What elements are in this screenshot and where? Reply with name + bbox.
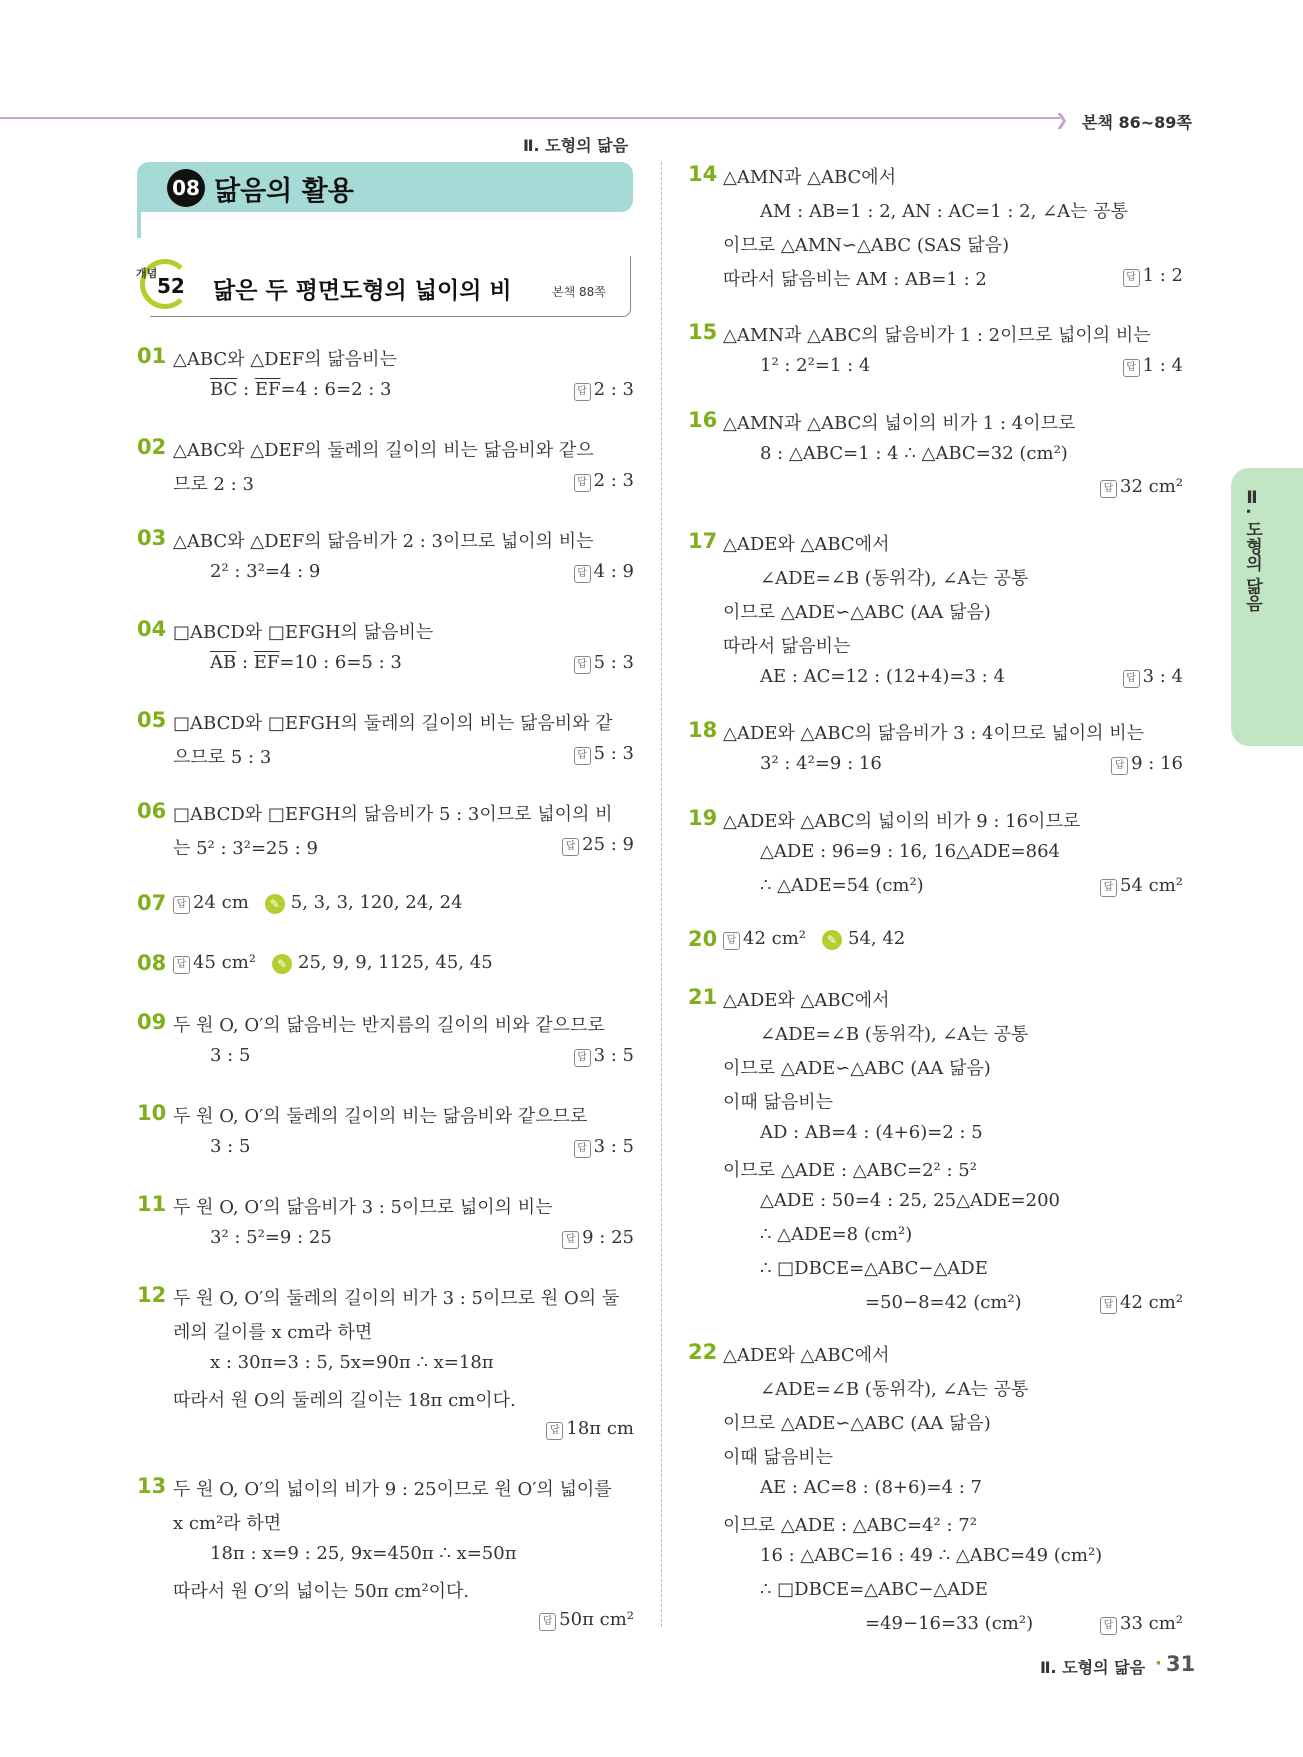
answer <box>1123 355 1183 377</box>
answer-with-work <box>173 952 493 974</box>
problem-text: 16 : △ABC=16 : 49 ∴ △ABC=49 (cm²) <box>760 1545 1103 1566</box>
problem-text: △AMN과 △ABC의 닮음비가 1 : 2이므로 넓이의 비는 <box>723 325 1151 346</box>
work-values: 54, 42 <box>848 928 906 949</box>
problem-text: ∴ □DBCE=△ABC−△ADE <box>760 1258 988 1279</box>
problem-text: △ADE와 △ABC에서 <box>723 1345 890 1366</box>
problem-text: 는 5² : 3²=25 : 9 <box>173 838 318 859</box>
answer-icon: 답 <box>1111 757 1128 775</box>
problem-number: 10 <box>137 1101 167 1125</box>
answer-icon: 답 <box>1123 359 1140 377</box>
problem-text: △ADE와 △ABC에서 <box>723 534 890 555</box>
answer <box>1111 753 1183 775</box>
problem-text: 두 원 O, O′의 닮음비는 반지름의 길이의 비와 같으므로 <box>173 1015 605 1036</box>
problem-number: 09 <box>137 1010 167 1034</box>
problem-text: △ADE : 96=9 : 16, 16△ADE=864 <box>760 841 1060 862</box>
problem-text: 두 원 O, O′의 넓이의 비가 9 : 25이므로 원 O′의 넓이를 <box>173 1479 612 1500</box>
problem-text: △ADE와 △ABC에서 <box>723 990 890 1011</box>
segment-label: $\overline{EF}$ <box>254 379 281 400</box>
answer-value: 1 : 4 <box>1142 355 1183 376</box>
problem-number: 03 <box>137 526 167 550</box>
answer <box>1100 875 1183 897</box>
section-title: 닮음의 활용 <box>214 176 354 207</box>
problem-text: =49−16=33 (cm²) <box>865 1613 1034 1634</box>
problem-text: △ABC와 △DEF의 닮음비가 2 : 3이므로 넓이의 비는 <box>173 531 594 552</box>
problem-text: ∠ADE=∠B (동위각), ∠A는 공통 <box>760 1379 1029 1400</box>
problem-text: 따라서 닮음비는 AM : AB=1 : 2 <box>723 269 987 290</box>
problem-text: 3 : 5 <box>210 1136 251 1157</box>
chevron-right-icon: ❯ <box>1055 110 1069 129</box>
answer-value: 24 cm <box>193 892 249 913</box>
concept-page-reference: 본책 88쪽 <box>552 285 606 299</box>
problem-text: x cm²라 하면 <box>173 1513 282 1534</box>
problem-number: 20 <box>688 927 718 951</box>
answer-value: 1 : 2 <box>1142 265 1183 286</box>
problem-number: 11 <box>137 1192 167 1216</box>
problem-text: △ADE와 △ABC의 넓이의 비가 9 : 16이므로 <box>723 811 1081 832</box>
answer-value: 2 : 3 <box>593 379 634 400</box>
problem-text: AE : AC=12 : (12+4)=3 : 4 <box>760 666 1005 687</box>
problem-number: 21 <box>688 985 718 1009</box>
answer-value: 25 : 9 <box>582 834 634 855</box>
chapter-label: Ⅱ. 도형의 닮음 <box>523 136 629 155</box>
problem-number: 02 <box>137 435 167 459</box>
answer-icon: 답 <box>574 383 591 401</box>
answer-value: 9 : 16 <box>1131 753 1183 774</box>
problem-text: ∴ □DBCE=△ABC−△ADE <box>760 1579 988 1600</box>
answer-value: 3 : 5 <box>593 1136 634 1157</box>
answer-value: 50π cm² <box>559 1609 634 1630</box>
problem-text: 2² : 3²=4 : 9 <box>210 561 321 582</box>
answer-with-work <box>723 928 905 950</box>
problem-number: 22 <box>688 1340 718 1364</box>
answer-icon: 답 <box>1123 670 1140 688</box>
answer-icon: 답 <box>1100 1617 1117 1635</box>
answer-value: 54 cm² <box>1120 875 1183 896</box>
problem-text: △ABC와 △DEF의 둘레의 길이의 비는 닮음비와 같으 <box>173 440 594 461</box>
problem-text: ∴ △ADE=54 (cm²) <box>760 875 924 896</box>
answer-icon: 답 <box>1100 480 1117 498</box>
answer <box>1100 476 1183 498</box>
problem-text: 두 원 O, O′의 닮음비가 3 : 5이므로 넓이의 비는 <box>173 1197 553 1218</box>
answer-icon: 답 <box>173 896 190 914</box>
problem-text: △ADE : 50=4 : 25, 25△ADE=200 <box>760 1190 1060 1211</box>
footer-chapter: Ⅱ. 도형의 닮음 <box>1040 1658 1146 1677</box>
problem-number: 12 <box>137 1283 167 1307</box>
answer-value: 9 : 25 <box>582 1227 634 1248</box>
problem-number: 07 <box>137 891 167 915</box>
answer-value: 3 : 4 <box>1142 666 1183 687</box>
problem-number: 18 <box>688 718 718 742</box>
pencil-icon: ✎ <box>272 954 292 974</box>
answer <box>574 561 634 583</box>
problem-text <box>210 379 392 400</box>
footer-separator: · <box>1155 1653 1162 1674</box>
problem-text: 3 : 5 <box>210 1045 251 1066</box>
header-rule <box>0 117 1060 119</box>
answer <box>574 743 634 765</box>
problem-number: 01 <box>137 344 167 368</box>
page-number: 31 <box>1166 1652 1196 1676</box>
section-banner <box>137 162 633 212</box>
segment-label: $\overline{AB}$ <box>210 652 237 673</box>
answer-value: 42 cm² <box>1120 1292 1183 1313</box>
problem-text: =50−8=42 (cm²) <box>865 1292 1022 1313</box>
problem-text: ∠ADE=∠B (동위각), ∠A는 공통 <box>760 1024 1029 1045</box>
problem-text: 므로 2 : 3 <box>173 474 254 495</box>
answer-icon: 답 <box>574 474 591 492</box>
answer <box>1100 1292 1183 1314</box>
problem-text: 두 원 O, O′의 둘레의 길이의 비가 3 : 5이므로 원 O의 둘 <box>173 1288 620 1309</box>
answer <box>574 1045 634 1067</box>
problem-text: AM : AB=1 : 2, AN : AC=1 : 2, ∠A는 공통 <box>760 201 1129 222</box>
answer-value: 32 cm² <box>1120 476 1183 497</box>
answer-value: 33 cm² <box>1120 1613 1183 1634</box>
problem-text: 이때 닮음비는 <box>723 1447 834 1468</box>
problem-number: 17 <box>688 529 718 553</box>
pencil-icon: ✎ <box>822 930 842 950</box>
answer-value: 5 : 3 <box>593 743 634 764</box>
answer-icon: 답 <box>1123 269 1140 287</box>
problem-text <box>210 652 402 673</box>
problem-text: =4 : 6=2 : 3 <box>280 379 392 400</box>
answer-icon: 답 <box>562 838 579 856</box>
problem-text: 이므로 △ADE : △ABC=4² : 7² <box>723 1515 977 1536</box>
problem-number: 14 <box>688 162 718 186</box>
answer-icon: 답 <box>723 932 740 950</box>
problem-text: 따라서 원 O의 둘레의 길이는 18π cm이다. <box>173 1390 516 1411</box>
answer-icon: 답 <box>574 1049 591 1067</box>
answer-icon: 답 <box>562 1231 579 1249</box>
problem-text: =10 : 6=5 : 3 <box>279 652 402 673</box>
answer <box>574 379 634 401</box>
problem-number: 05 <box>137 708 167 732</box>
problem-number: 13 <box>137 1474 167 1498</box>
problem-text: 으므로 5 : 3 <box>173 747 272 768</box>
answer-icon: 답 <box>1100 1296 1117 1314</box>
problem-number: 08 <box>137 951 167 975</box>
answer <box>574 470 634 492</box>
answer-value: 2 : 3 <box>593 470 634 491</box>
answer-icon: 답 <box>574 565 591 583</box>
answer-icon: 답 <box>574 747 591 765</box>
problem-text: □ABCD와 □EFGH의 둘레의 길이의 비는 닮음비와 같 <box>173 713 613 734</box>
answer-icon: 답 <box>173 956 190 974</box>
problem-number: 15 <box>688 320 718 344</box>
segment-label: $\overline{BC}$ <box>210 379 238 400</box>
ratio-sep: : <box>236 652 254 673</box>
answer <box>546 1418 634 1440</box>
problem-text: 18π : x=9 : 25, 9x=450π ∴ x=50π <box>210 1543 517 1564</box>
problem-text: 1² : 2²=1 : 4 <box>760 355 871 376</box>
problem-text: 이므로 △ADE∽△ABC (AA 닮음) <box>723 1058 991 1079</box>
problem-text: 따라서 닮음비는 <box>723 636 851 657</box>
problem-text: △ABC와 △DEF의 닮음비는 <box>173 349 397 370</box>
concept-label: 개념 <box>136 267 158 280</box>
answer-value: 42 cm² <box>743 928 806 949</box>
problem-text: 두 원 O, O′의 둘레의 길이의 비는 닮음비와 같으므로 <box>173 1106 588 1127</box>
answer-value: 5 : 3 <box>593 652 634 673</box>
answer-icon: 답 <box>574 656 591 674</box>
answer-icon: 답 <box>574 1140 591 1158</box>
book-page-reference: 본책 86~89쪽 <box>1082 113 1192 132</box>
problem-number: 06 <box>137 799 167 823</box>
problem-text: △AMN과 △ABC의 넓이의 비가 1 : 4이므로 <box>723 413 1076 434</box>
work-values: 5, 3, 3, 120, 24, 24 <box>290 892 463 913</box>
problem-text: 이므로 △ADE∽△ABC (AA 닮음) <box>723 602 991 623</box>
problem-text: AE : AC=8 : (8+6)=4 : 7 <box>760 1477 982 1498</box>
answer <box>1123 666 1183 688</box>
problem-text: 이므로 △ADE∽△ABC (AA 닮음) <box>723 1413 991 1434</box>
problem-text: △AMN과 △ABC에서 <box>723 167 897 188</box>
answer <box>574 1136 634 1158</box>
problem-text: □ABCD와 □EFGH의 닮음비는 <box>173 622 434 643</box>
answer-value: 18π cm <box>566 1418 634 1439</box>
problem-number: 19 <box>688 806 718 830</box>
pencil-icon: ✎ <box>265 894 285 914</box>
answer <box>1100 1613 1183 1635</box>
answer-value: 4 : 9 <box>593 561 634 582</box>
problem-number: 16 <box>688 408 718 432</box>
problem-text: 이므로 △ADE : △ABC=2² : 5² <box>723 1160 977 1181</box>
problem-text: x : 30π=3 : 5, 5x=90π ∴ x=18π <box>210 1352 494 1373</box>
concept-number: 52 <box>157 274 185 298</box>
answer-icon: 답 <box>539 1613 556 1631</box>
answer-with-work <box>173 892 463 914</box>
answer-icon: 답 <box>546 1422 563 1440</box>
problem-text: AD : AB=4 : (4+6)=2 : 5 <box>760 1122 983 1143</box>
problem-text: ∴ △ADE=8 (cm²) <box>760 1224 913 1245</box>
problem-text: 3² : 5²=9 : 25 <box>210 1227 332 1248</box>
problem-text: ∠ADE=∠B (동위각), ∠A는 공통 <box>760 568 1029 589</box>
problem-text: 이므로 △AMN∽△ABC (SAS 닮음) <box>723 235 1010 256</box>
chapter-side-tab-label: Ⅱ. 도형의 닮음 <box>1242 488 1262 612</box>
section-number: 08 <box>167 169 205 207</box>
column-divider <box>661 162 662 1627</box>
problem-text: □ABCD와 □EFGH의 닮음비가 5 : 3이므로 넓이의 비 <box>173 804 613 825</box>
concept-title: 닮은 두 평면도형의 넓이의 비 <box>213 278 512 304</box>
answer <box>539 1609 634 1631</box>
problem-text: 이때 닮음비는 <box>723 1092 834 1113</box>
answer-value: 3 : 5 <box>593 1045 634 1066</box>
ratio-sep: : <box>237 379 255 400</box>
answer-value: 45 cm² <box>193 952 256 973</box>
work-values: 25, 9, 9, 1125, 45, 45 <box>298 952 493 973</box>
segment-label: $\overline{EF}$ <box>253 652 280 673</box>
problem-text: 따라서 원 O′의 넓이는 50π cm²이다. <box>173 1581 470 1602</box>
problem-text: △ADE와 △ABC의 닮음비가 3 : 4이므로 넓이의 비는 <box>723 723 1145 744</box>
problem-text: 레의 길이를 x cm라 하면 <box>173 1322 373 1343</box>
problem-text: 3² : 4²=9 : 16 <box>760 753 882 774</box>
answer <box>562 834 634 856</box>
problem-text: 8 : △ABC=1 : 4 ∴ △ABC=32 (cm²) <box>760 443 1068 464</box>
answer <box>574 652 634 674</box>
answer <box>562 1227 634 1249</box>
problem-number: 04 <box>137 617 167 641</box>
answer <box>1123 265 1183 287</box>
answer-icon: 답 <box>1100 879 1117 897</box>
